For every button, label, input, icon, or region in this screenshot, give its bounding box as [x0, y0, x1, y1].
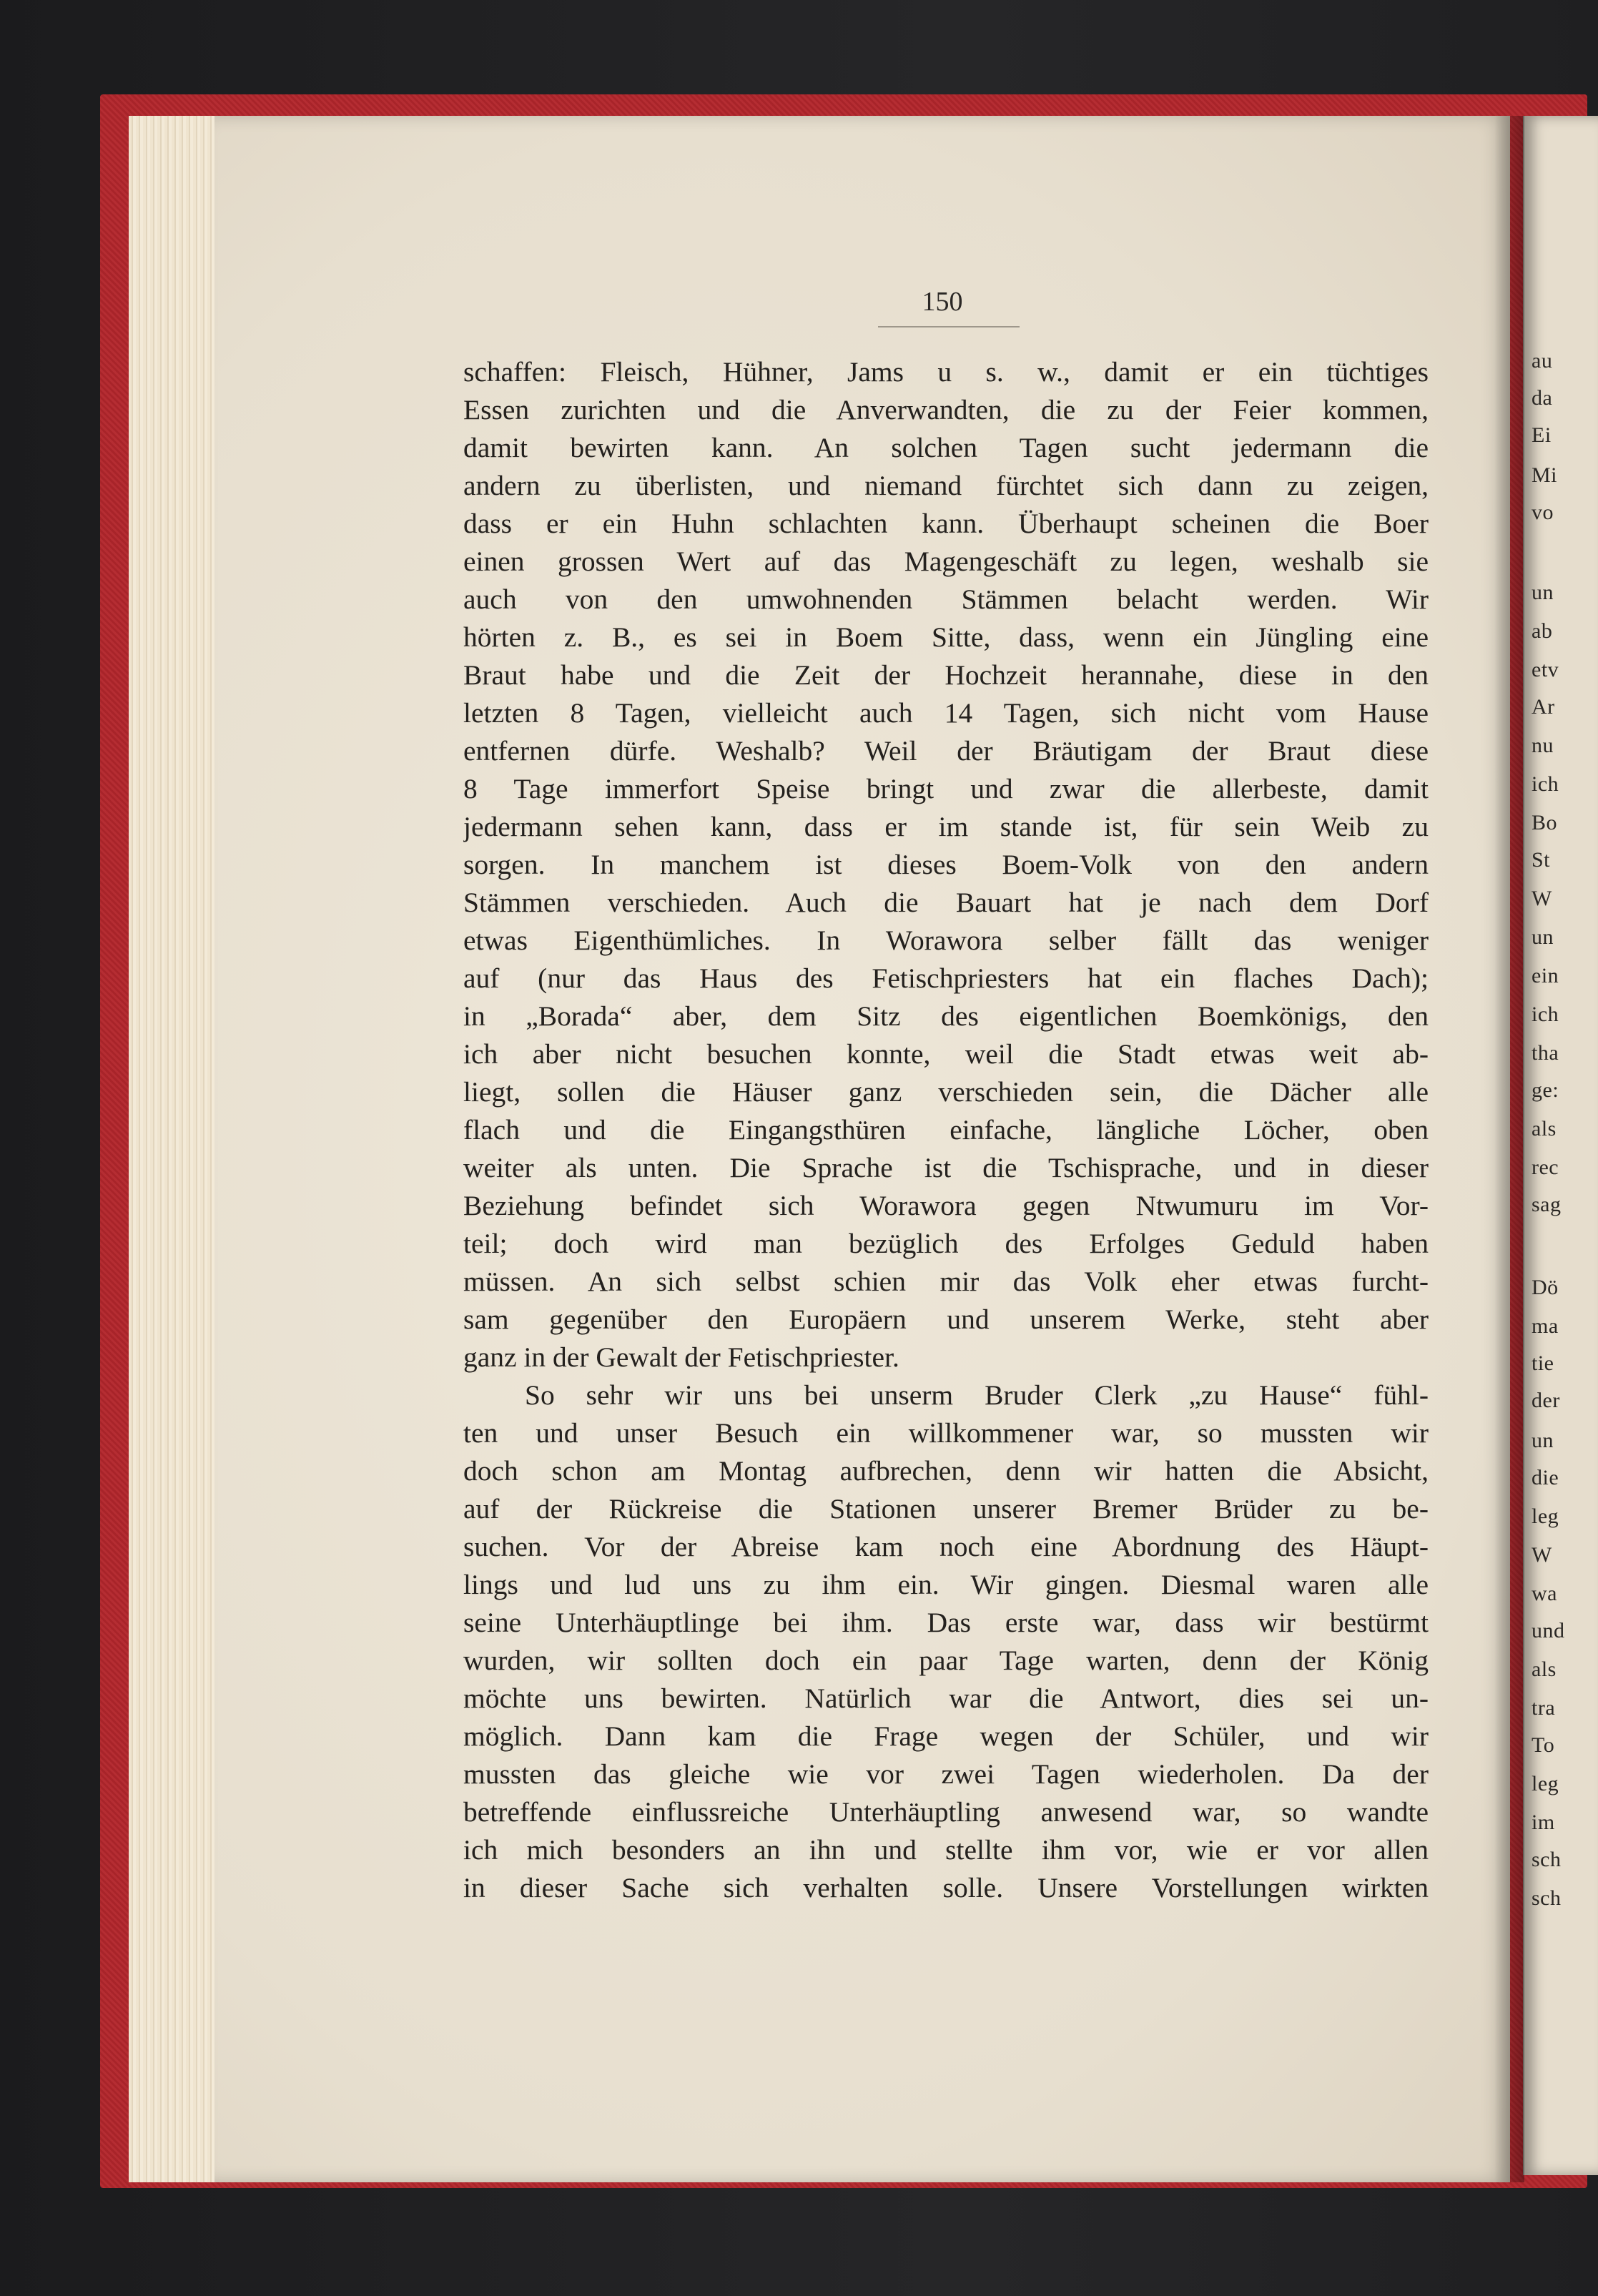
- next-page-fragment: ab: [1532, 619, 1553, 643]
- text-line: Beziehung befindet sich Worawora gegen Ntwumuru im Vor-: [463, 1190, 1429, 1221]
- text-line: seine Unterhäuptlinge bei ihm. Das erste war, dass wir bestürmt: [463, 1607, 1429, 1638]
- text-line: 8 Tage immerfort Speise bringt und zwar die allerbeste, damit: [463, 773, 1429, 804]
- next-page-fragment: W: [1532, 1543, 1552, 1567]
- next-page-fragment: ich: [1532, 1002, 1559, 1026]
- next-page-fragment: leg: [1532, 1504, 1559, 1528]
- text-line: mussten das gleiche wie vor zwei Tagen wiederholen. Da der: [463, 1758, 1429, 1790]
- text-line: in „Borada“ aber, dem Sitz des eigentlichen Boemkönigs, den: [463, 1000, 1429, 1032]
- page-edges: [129, 116, 220, 2182]
- text-line: So sehr wir uns bei unserm Bruder Clerk „zu Hause“ fühl-: [525, 1379, 1429, 1411]
- text-line: dass er ein Huhn schlachten kann. Überhaupt scheinen die Boer: [463, 508, 1429, 539]
- next-page-fragment: au: [1532, 349, 1553, 373]
- text-line: ten und unser Besuch ein willkommener war, so mussten wir: [463, 1417, 1429, 1449]
- text-line: Braut habe und die Zeit der Hochzeit herannahe, diese in den: [463, 659, 1429, 691]
- header-rule: [878, 326, 1020, 327]
- text-line: damit bewirten kann. An solchen Tagen sucht jedermann die: [463, 432, 1429, 463]
- next-page-fragment: ge:: [1532, 1078, 1559, 1102]
- next-page-fragment: wa: [1532, 1582, 1557, 1605]
- text-line: suchen. Vor der Abreise kam noch eine Abordnung des Häupt-: [463, 1531, 1429, 1562]
- next-page-fragment: ein: [1532, 964, 1559, 987]
- next-page-fragment: un: [1532, 581, 1554, 604]
- next-page-fragment: sch: [1532, 1886, 1562, 1910]
- text-line: etwas Eigenthümliches. In Worawora selber fällt das weniger: [463, 925, 1429, 956]
- next-page-fragment: leg: [1532, 1772, 1559, 1795]
- next-page-fragment: und: [1532, 1619, 1565, 1642]
- next-page-fragment: To: [1532, 1733, 1555, 1757]
- text-line: ich aber nicht besuchen konnte, weil die Stadt etwas weit ab-: [463, 1038, 1429, 1070]
- next-page-fragment: vo: [1532, 501, 1554, 524]
- text-line: einen grossen Wert auf das Magengeschäft zu legen, weshalb sie: [463, 546, 1429, 577]
- text-line: entfernen dürfe. Weshalb? Weil der Bräutigam der Braut diese: [463, 735, 1429, 767]
- next-page-fragment: St: [1532, 848, 1551, 872]
- page-number: 150: [922, 287, 963, 317]
- text-line: auch von den umwohnenden Stämmen belacht werden. Wir: [463, 583, 1429, 615]
- next-page-fragment: etv: [1532, 658, 1559, 681]
- next-page-fragment: rec: [1532, 1156, 1559, 1179]
- next-page-fragment: im: [1532, 1810, 1555, 1834]
- next-page-fragment: un: [1532, 925, 1554, 949]
- text-line: wurden, wir sollten doch ein paar Tage warten, denn der König: [463, 1645, 1429, 1676]
- body-text: [463, 353, 1429, 1907]
- next-page-edge: [1523, 116, 1598, 2175]
- text-line: möglich. Dann kam die Frage wegen der Schüler, und wir: [463, 1720, 1429, 1752]
- text-line: Essen zurichten und die Anverwandten, die zu der Feier kommen,: [463, 394, 1429, 425]
- text-line: betreffende einflussreiche Unterhäuptling anwesend war, so wandte: [463, 1796, 1429, 1828]
- text-line: ich mich besonders an ihn und stellte ihm vor, wie er vor allen: [463, 1834, 1429, 1866]
- next-page-fragment: nu: [1532, 734, 1554, 757]
- next-page-fragment: Dö: [1532, 1276, 1559, 1299]
- next-page-fragment: Ei: [1532, 423, 1552, 447]
- text-line: auf der Rückreise die Stationen unserer Bremer Brüder zu be-: [463, 1493, 1429, 1524]
- next-page-fragment: der: [1532, 1389, 1560, 1412]
- text-line: teil; doch wird man bezüglich des Erfolges Geduld haben: [463, 1228, 1429, 1259]
- text-line: möchte uns bewirten. Natürlich war die Antwort, dies sei un-: [463, 1682, 1429, 1714]
- next-page-fragment: Mi: [1532, 463, 1558, 487]
- text-line: auf (nur das Haus des Fetischpriesters hat ein flaches Dach);: [463, 962, 1429, 994]
- text-line: in dieser Sache sich verhalten solle. Unsere Vorstellungen wirkten: [463, 1872, 1429, 1903]
- next-page-fragment: als: [1532, 1657, 1557, 1681]
- next-page-fragment: Ar: [1532, 695, 1555, 719]
- text-line: müssen. An sich selbst schien mir das Volk eher etwas furcht-: [463, 1266, 1429, 1297]
- next-page-fragment: W: [1532, 887, 1552, 910]
- text-line: letzten 8 Tagen, vielleicht auch 14 Tagen, sich nicht vom Hause: [463, 697, 1429, 729]
- next-page-fragment: tha: [1532, 1041, 1559, 1065]
- text-line: lings und lud uns zu ihm ein. Wir gingen. Diesmal waren alle: [463, 1569, 1429, 1600]
- book-gutter-shadow: [1494, 116, 1524, 2182]
- text-line: doch schon am Montag aufbrechen, denn wir hatten die Absicht,: [463, 1455, 1429, 1487]
- next-page-fragment: als: [1532, 1117, 1557, 1140]
- text-line: liegt, sollen die Häuser ganz verschieden sein, die Dächer alle: [463, 1076, 1429, 1108]
- next-page-fragment: Bo: [1532, 811, 1558, 834]
- text-line: hörten z. B., es sei in Boem Sitte, dass, wenn ein Jüngling eine: [463, 621, 1429, 653]
- next-page-fragment: die: [1532, 1466, 1559, 1489]
- next-page-fragment: un: [1532, 1429, 1554, 1452]
- next-page-fragment: ma: [1532, 1314, 1559, 1338]
- next-page-fragment: sag: [1532, 1193, 1562, 1216]
- text-line: weiter als unten. Die Sprache ist die Tschisprache, und in dieser: [463, 1152, 1429, 1183]
- text-line: andern zu überlisten, und niemand fürchtet sich dann zu zeigen,: [463, 470, 1429, 501]
- next-page-fragment: tra: [1532, 1696, 1556, 1720]
- next-page-fragment: ich: [1532, 772, 1559, 796]
- text-line: Stämmen verschieden. Auch die Bauart hat je nach dem Dorf: [463, 887, 1429, 918]
- text-line: sam gegenüber den Europäern und unserem Werke, steht aber: [463, 1304, 1429, 1335]
- next-page-fragment: da: [1532, 386, 1553, 410]
- text-line: jedermann sehen kann, dass er im stande ist, für sein Weib zu: [463, 811, 1429, 842]
- next-page-fragment: tie: [1532, 1351, 1554, 1375]
- text-line: ganz in der Gewalt der Fetischpriester.: [463, 1341, 899, 1373]
- next-page-fragment: sch: [1532, 1848, 1562, 1871]
- text-line: sorgen. In manchem ist dieses Boem-Volk von den andern: [463, 849, 1429, 880]
- text-line: flach und die Eingangsthüren einfache, längliche Löcher, oben: [463, 1114, 1429, 1145]
- text-line: schaffen: Fleisch, Hühner, Jams u s. w., damit er ein tüchtiges: [463, 356, 1429, 388]
